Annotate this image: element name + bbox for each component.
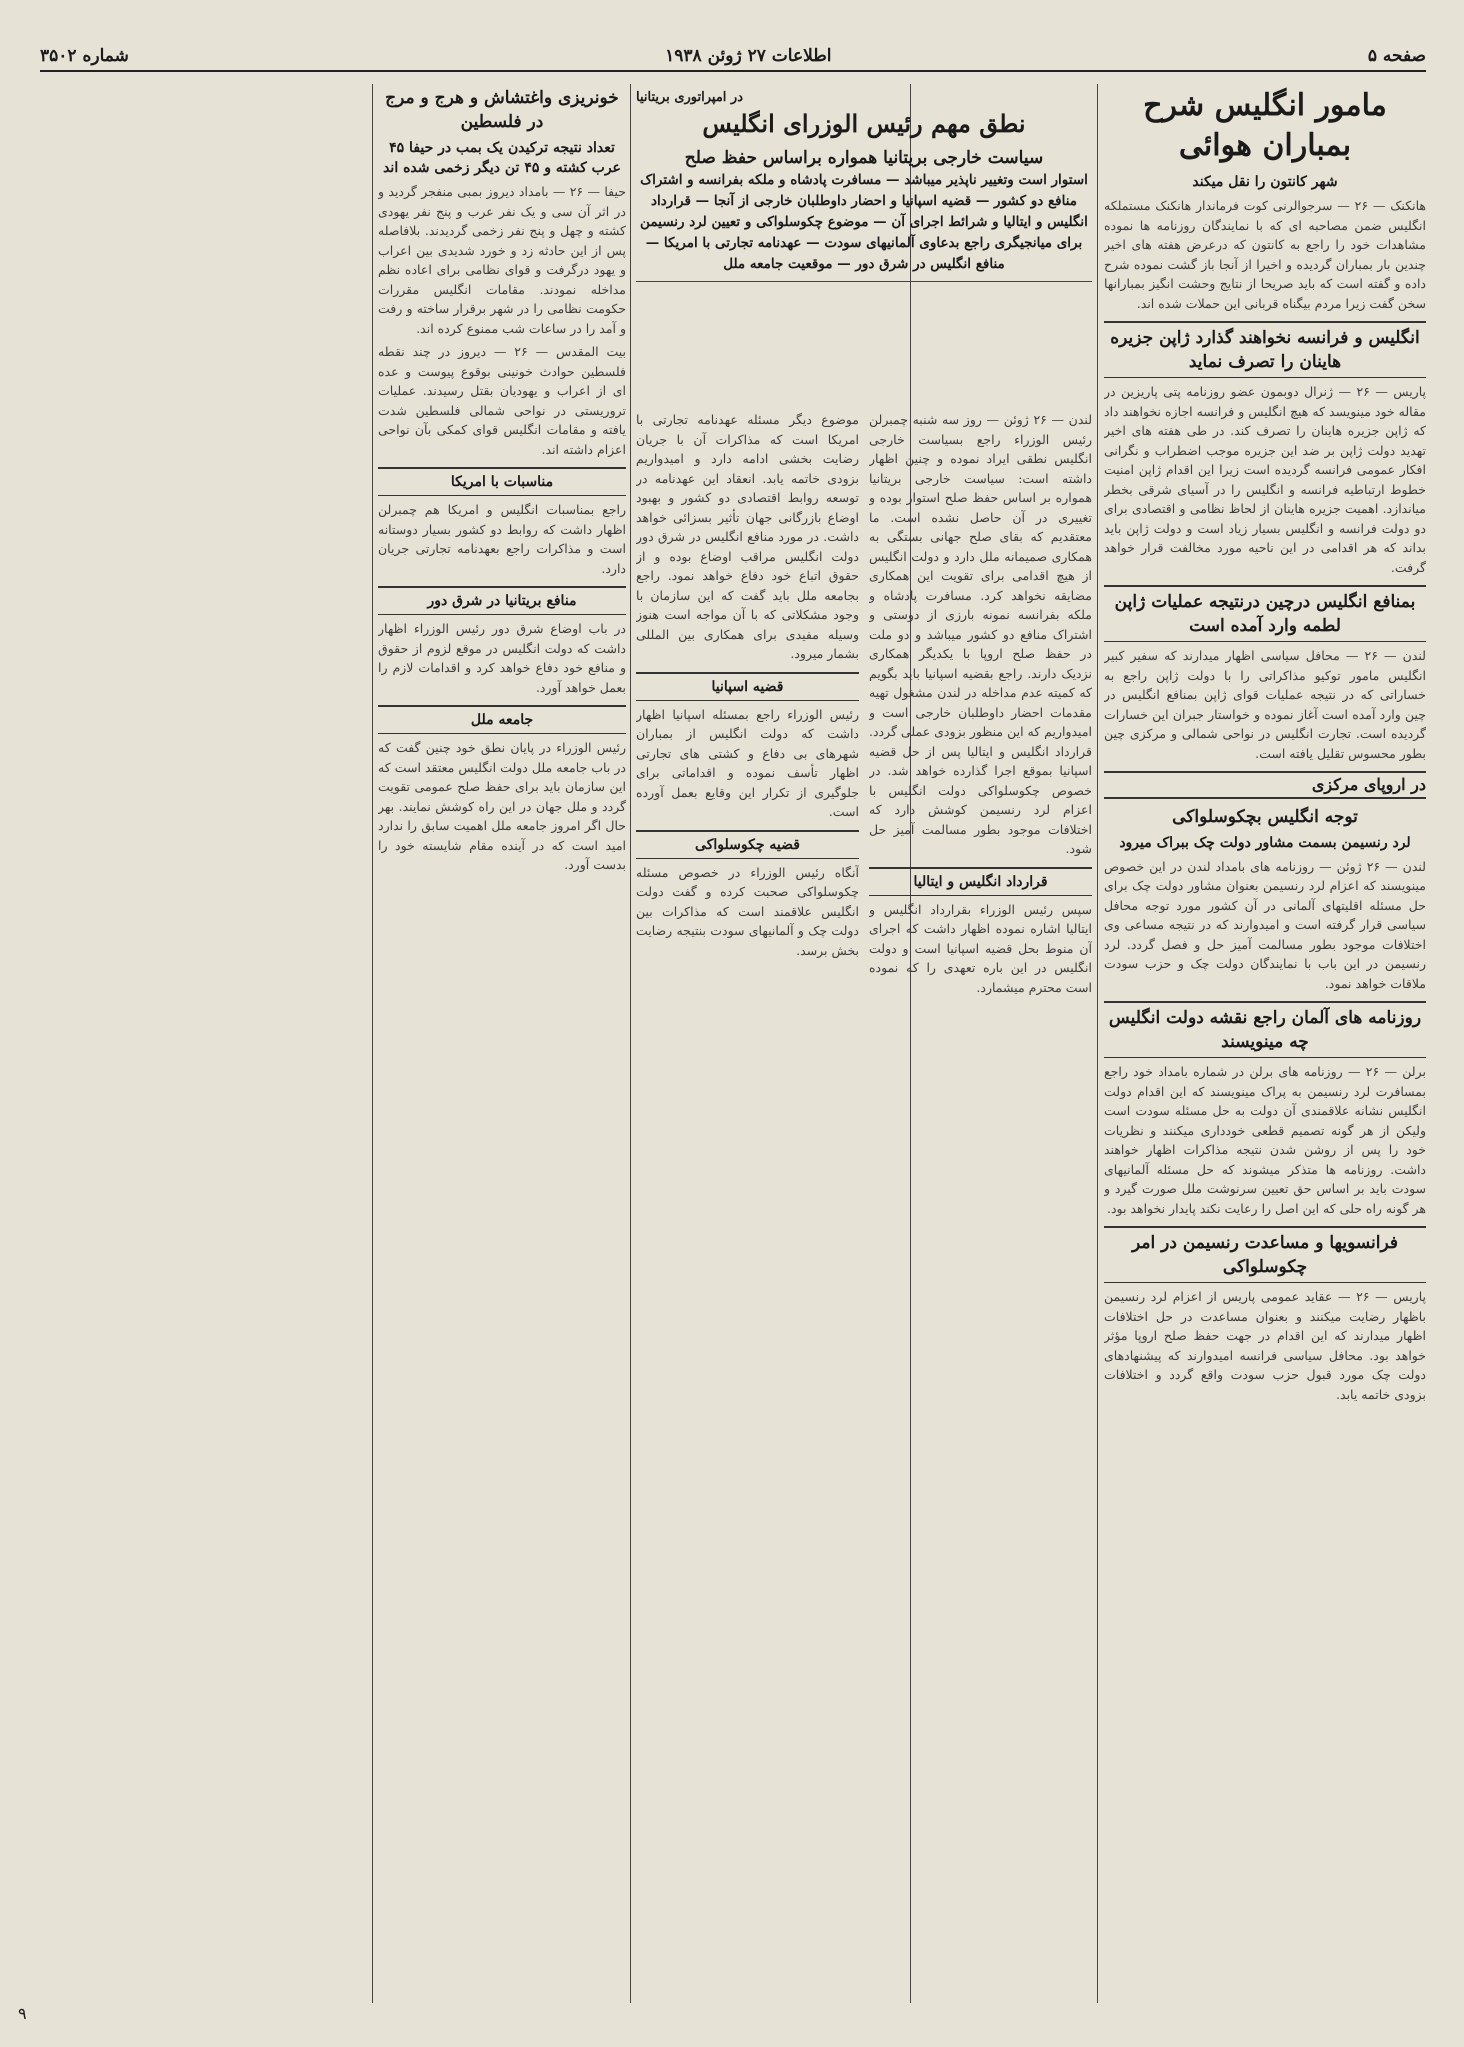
article-body: رئیس الوزراء در پایان نطق خود چنین گفت که در باب جامعه ملل دولت انگلیس معتقد است که این سازمان باید برای حفظ صلح عمومی تقویت گردد و ملل جهان در این راه کوشش نمایند. بهر حال اگر امروز جامعه ملل اهمیت سابق را ندارد امید است که در آینده مقام شایسته خود را بدست آورد.: [378, 740, 626, 872]
headline-palestine: خونریزی واغتشاش و هرج و مرج در فلسطین: [385, 88, 619, 132]
chamberlain-body: [636, 410, 1092, 2007]
page-number: ۹: [18, 2004, 27, 2023]
column-bombing: [1104, 80, 1426, 2007]
subhead-far-east: منافع بریتانیا در شرق دور: [378, 586, 626, 615]
article-body: پاریس — ۲۶ — عقاید عمومی پاریس از اعزام لرد رنسیمن باظهار رضایت میکنند و بعنوان مساعدت در حل اختلافات اظهار میدارند که این اقدام در جهت حفظ صلح اروپا مؤثر خواهد بود. محافل سیاسی فرانسه امیدوارند که پیشنهادهای دولت چک مورد قبول حزب سودت واقع گردد و اختلافات بزودی خاتمه یابد.: [1104, 1289, 1426, 1402]
article-body: رئیس الوزراء راجع بمسئله اسپانیا اظهار داشت که دولت انگلیس از بمباران شهرهای بی دفاع و کشتی های تجارتی اظهار تأسف نموده و اقداماتی برای جلوگیری از تکرار این وقایع بعمل آورده است.: [636, 706, 859, 819]
subhead-foreign-policy: سیاست خارجی بریتانیا همواره براساس حفظ صلح: [684, 147, 1044, 168]
subhead-haifa: تعداد نتیجه ترکیدن یک بمب در حیفا ۴۵ عرب کشته و ۴۵ تن دیگر زخمی شده اند: [383, 140, 621, 176]
chamberlain-col-left: [636, 410, 859, 2007]
article-body: در باب اوضاع شرق دور رئیس الوزراء اظهار داشت که دولت انگلیس در موقع لزوم از حقوق و منافع خود دفاع خواهد کرد و اقدامات لازم را بعمل خواهد آورد.: [378, 621, 626, 695]
masthead-date: اطلاعات ۲۷ ژوئن ۱۹۳۸: [665, 46, 832, 66]
article-body: آنگاه رئیس الوزراء در خصوص مسئله چکوسلواکی صحبت کرده و گفت دولت انگلیس علاقمند است که مذاکرات بین دولت چک و آلمانیهای سودت بنتیجه رضایت بخش برسد.: [636, 864, 859, 958]
chamberlain-col-right: [869, 410, 1092, 2007]
headline-hainan: انگلیس و فرانسه نخواهند گذارد ژاپن جزیره هاینان را تصرف نماید: [1104, 321, 1426, 378]
article-body: بیت المقدس — ۲۶ — دیروز در چند نقطه فلسطین حوادث خونینی بوقوع پیوست و عده ای از اعراب و یهودیان بقتل رسیدند. عملیات تروریستی در نواحی شمالی فلسطین شدت یافته و مقامات انگلیس قوای کمکی بآن نواحی اعزام داشته اند.: [378, 344, 626, 457]
headline-bombing: مامور انگلیس شرح بمباران هوائی: [1143, 88, 1387, 163]
subhead-czech-question: قضیه چکوسلواکی: [636, 830, 859, 859]
subhead-america: مناسبات با امریکا: [378, 467, 626, 496]
subhead-runciman: لرد رنسیمن بسمت مشاور دولت چک ببراک میرود: [1119, 834, 1411, 851]
headline-interests-china: بمنافع انگلیس درچین درنتیجه عملیات ژاپن لطمه وارد آمده است: [1104, 585, 1426, 642]
subhead-italy-agreement: قرارداد انگلیس و ایتالیا: [869, 867, 1092, 896]
column-palestine: [378, 80, 626, 2007]
column-rule: [1097, 84, 1098, 2003]
article-body: برلن — ۲۶ — روزنامه های برلن در شماره بامداد خود راجع بمسافرت لرد رنسیمن به پراک مینویسند که این اقدام دولت انگلیس نشانه علاقمندی آن دولت به حل مسئله سودت است ولیکن از هر گونه تصمیم قطعی خودداری میکنند و نظریات خود را پس از روشن شدن نتیجه مذاکرات اظهار خواهند داشت. روزنامه ها متذکر میشوند که حل مسئله آلمانیهای سودت باید بر اساس حق تعیین سرنوشت ملل صورت گیرد و هر گونه راه حلی که این اصل را رعایت نکند پایدار نخواهد بود.: [1104, 1064, 1426, 1216]
kicker-empire: در امپراتوری بریتانیا: [636, 90, 743, 105]
article-body: هانکنک — ۲۶ — سرجوالرنی کوت فرماندار هانکنک مستملکه انگلیس ضمن مصاحبه ای که با نمایندگان روزنامه ها نموده مشاهدات خود را راجع به کانتون که درعرض هفته های اخیر چندین بار بمباران گردیده و اخیرا از آنجا باز گشت نموده شرح داده و گفته است که باید صریحا از نتایج وحشت انگیز بمبارانها سخن گفت زیرا مردم بیگناه قربانی این حملات شده اند.: [1104, 198, 1426, 311]
page-label: صفحه ۵: [1367, 46, 1426, 66]
headline-czech: توجه انگلیس بچکوسلواکی: [1172, 806, 1358, 827]
article-body: حیفا — ۲۶ — بامداد دیروز بمبی منفجر گردید و در اثر آن سی و یک نفر عرب و پنج نفر یهودی کشته و چهل و پنج نفر زخمی گردیدند. بلافاصله پس از این حادثه زد و خورد شدیدی بین اعراب و یهود درگرفت و قوای نظامی برای اعاده نظم مداخله نمودند. مقامات انگلیس مقررات حکومت نظامی را در شهر برقرار ساخته و رفت و آمد را در ساعات شب ممنوع کرده اند.: [378, 184, 626, 336]
headline-french-view: فرانسویها و مساعدت رنسیمن در امر چکوسلواکی: [1104, 1226, 1426, 1283]
article-body: سپس رئیس الوزراء بقرارداد انگلیس و ایتالیا اشاره نموده اظهار داشت که اجرای آن منوط بحل قضیه اسپانیا است و دولت انگلیس در این باره تعهدی را که نموده است محترم میشمارد.: [869, 901, 1092, 995]
article-body: لندن — ۲۶ ژوئن — روزنامه های بامداد لندن در این خصوص مینویسند که اعزام لرد رنسیمن بعنوان مشاور دولت چک برای حل مسئله اقلیتهای آلمانی در آن کشور مورد توجه محافل سیاسی قرار گرفته است و امیدوارند که در نتیجه مساعی وی اختلافات موجود بطور مسالمت آمیز حل و فصل گردد. لرد رنسیمن در این باب با نمایندگان دولت چک و حزب سودت ملاقات خواهد نمود.: [1104, 858, 1426, 991]
column-rule: [372, 84, 373, 2003]
headline-chamberlain: نطق مهم رئیس الوزرای انگلیس: [702, 108, 1026, 138]
masthead: [40, 40, 1426, 72]
headline-german-press: روزنامه های آلمان راجع نقشه دولت انگلیس چه مینویسند: [1104, 1001, 1426, 1058]
subhead-spain: قضیه اسپانیا: [636, 672, 859, 701]
deck-summary: استوار است وتغییر ناپذیر میباشد — مسافرت پادشاه و ملکه بفرانسه و اشتراک منافع دو کشور — قضیه اسپانیا و احضار داوطلبان خارجی از آنجا — قرارداد انگلیس و ایتالیا و شرائط اجرای آن — موضوع چکوسلواکی و تعیین لرد رنسیمن برای میانجیگری راجع بدعاوی آلمانیهای سودت — عهدنامه تجارتی با امریکا — منافع انگلیس در شرق دور — موقعیت جامعه ملل: [636, 170, 1092, 282]
section-central-europe: در اروپای مرکزی: [1104, 771, 1426, 799]
column-chamberlain: [636, 80, 1092, 2007]
article-body: لندن — ۲۶ ژوئن — روز سه شنبه چمبرلن رئیس الوزراء راجع بسیاست خارجی انگلیس نطقی ایراد نموده و چنین اظهار داشته است: سیاست خارجی بریتانیا همواره بر اساس حفظ صلح استوار بوده و تغییری در آن حاصل نشده است. ما معتقدیم که بقای صلح جهانی بستگی به همکاری صمیمانه ملل دارد و دولت انگلیس از هیچ اقدامی برای تقویت این همکاری مضایقه نخواهد کرد. مسافرت پادشاه و ملکه بفرانسه نمونه بارزی از دوستی و اشتراک منافع دو کشور میباشد و دو ملت در حفظ صلح اروپا با یکدیگر همکاری نزدیک دارند. راجع بقضیه اسپانیا باید بگویم که کمیته عدم مداخله در لندن مشغول تهیه مقدمات احضار داوطلبان خارجی است و امیدواریم که این منظور بزودی عملی گردد. قرارداد انگلیس و ایتالیا پس از حل قضیه اسپانیا بموقع اجرا گذارده خواهد شد. در خصوص چکوسلواکی دولت انگلیس با اعزام لرد رنسیمن کوشش دارد که اختلافات موجود بطور مسالمت آمیز حل شود.: [869, 412, 1092, 856]
issue-number: شماره ۳۵۰۲: [40, 46, 129, 66]
subhead-league: جامعه ملل: [378, 705, 626, 734]
article-body: پاریس — ۲۶ — ژنرال دوبمون عضو روزنامه پتی پاریزین در مقاله خود مینویسد که هیچ انگلیس و فرانسه اجازه نخواهند داد که ژاپن جزیره هاینان را تصرف کند. در طی هفته های اخیر تهدید دولت ژاپن بر ضد این جزیره موجب اضطراب و نگرانی افکار عمومی فرانسه گردیده است زیرا این اقدام ژاپن امنیت خطوط ارتباطیه فرانسه و انگلیس را در آسیای شرقی بخطر میاندازد. اهمیت جزیره هاینان از لحاظ نظامی و اقتصادی برای دو دولت فرانسه و انگلیس بسیار زیاد است و دولت ژاپن باید بداند که هر اقدامی در این ناحیه مورد مخالفت قرار خواهد گرفت.: [1104, 384, 1426, 575]
subhead-bombing: شهر کانتون را نقل میکند: [1192, 174, 1338, 190]
article-body: موضوع دیگر مسئله عهدنامه تجارتی با امریکا است که مذاکرات آن با جریان رضایت بخشی ادامه دارد و امیدواریم بزودی خاتمه یابد. انعقاد این عهدنامه در توسعه روابط اقتصادی دو کشور و بهبود اوضاع بازرگانی جهان تأثیر بسزائی خواهد داشت. در مورد منافع انگلیس در شرق دور دولت انگلیس مراقب اوضاع بوده و از حقوق اتباع خود دفاع خواهد نمود. راجع بجامعه ملل باید گفت که این سازمان با وجود مشکلاتی که با آن مواجه است هنوز وسیله مفیدی برای همکاری بین المللی بشمار میرود.: [636, 412, 859, 661]
article-body: لندن — ۲۶ — محافل سیاسی اظهار میدارند که سفیر کبیر انگلیس مامور توکیو مذاکراتی را با دولت ژاپن راجع به خساراتی که در نتیجه عملیات قوای ژاپن بمنافع انگلیس در چین وارد آمده است آغاز نموده و خواستار جبران این خسارات گردیده است. تجارت انگلیس در نواحی شمالی و مرکزی چین بطور محسوس تقلیل یافته است.: [1104, 648, 1426, 761]
article-body: راجع بمناسبات انگلیس و امریکا هم چمبرلن اظهار داشت که روابط دو کشور بسیار دوستانه است و مذاکرات راجع بعهدنامه تجارتی جریان دارد.: [378, 502, 626, 576]
column-rule: [630, 84, 631, 2003]
